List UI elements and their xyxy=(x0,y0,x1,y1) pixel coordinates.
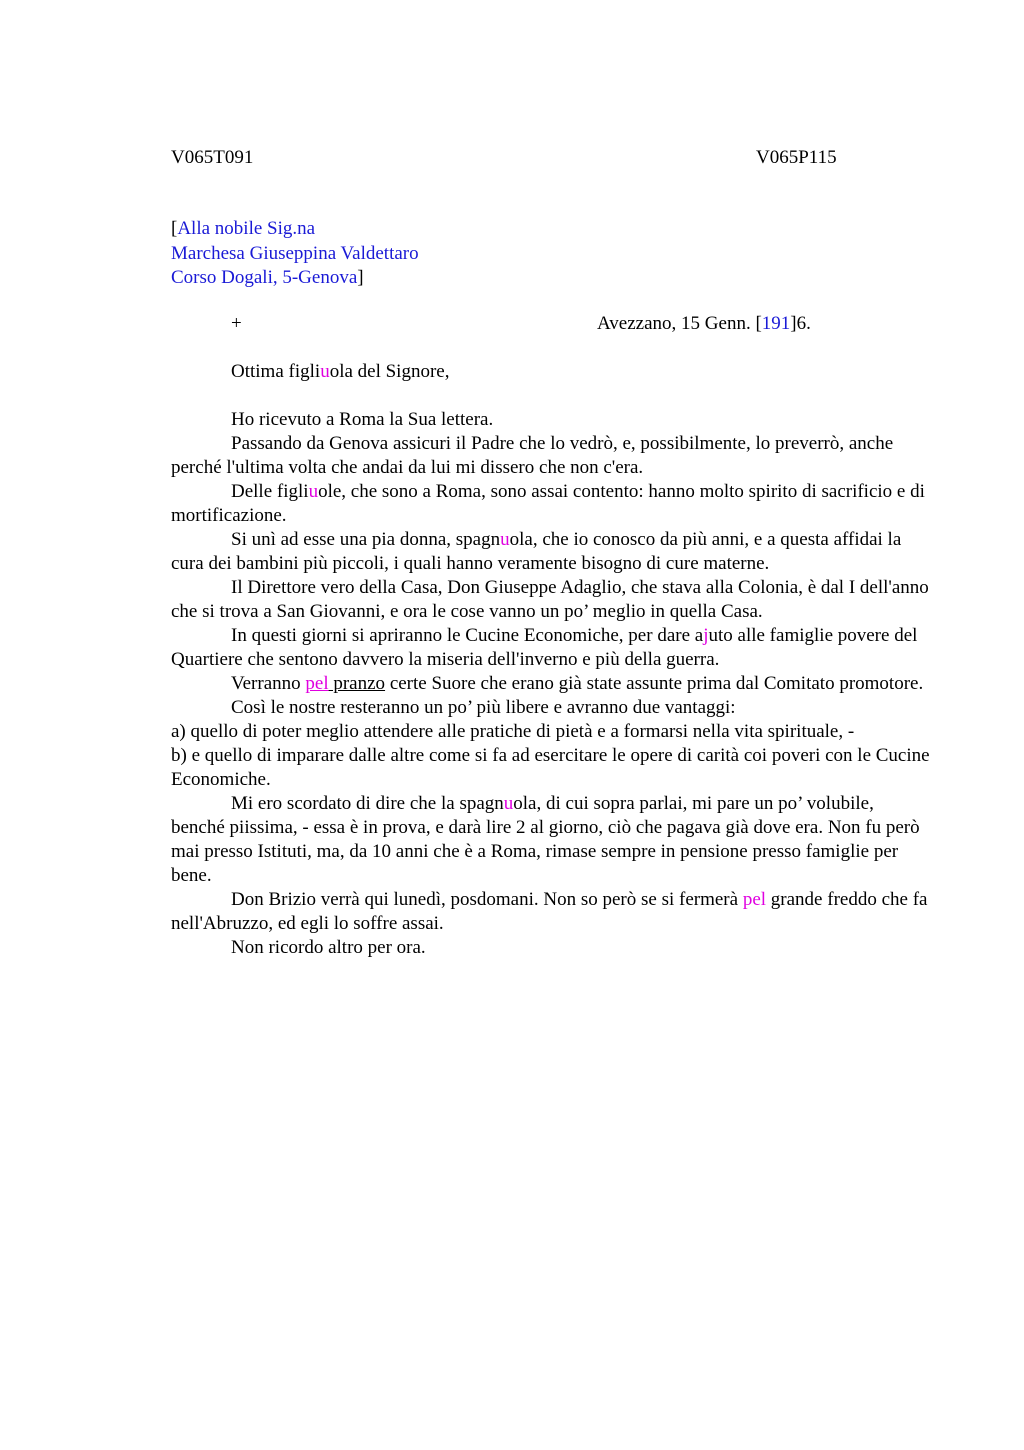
cross-symbol: + xyxy=(231,313,242,334)
paragraph-2: Passando da Genova assicuri il Padre che lo vedrò, e, possibilmente, lo preverrò, anche perché l'ultima volta che andai da lui mi dissero che non c'era. xyxy=(171,433,894,478)
paragraph-13: Non ricordo altro per ora. xyxy=(231,937,426,958)
p11-pre: Mi ero scordato di dire che la spagn xyxy=(231,793,504,814)
p12-mark: pel xyxy=(742,889,767,910)
salutation xyxy=(231,361,449,383)
salutation-pre: Ottima figli xyxy=(231,361,321,382)
letter-body xyxy=(171,408,931,960)
p4-post: ola, che io conosco da più anni, e a questa affidai la cura dei bambini più piccoli, i quali hanno veramente bisogno di cure materne. xyxy=(171,529,902,574)
paragraph-4 xyxy=(171,528,931,576)
p7-pre: Verranno xyxy=(231,673,306,694)
p4-mark: u xyxy=(500,529,510,550)
document-ref-right: V065P115 xyxy=(756,147,837,168)
address-recipient: Alla nobile Sig.na xyxy=(177,218,316,239)
paragraph-9: a) quello di poter meglio attendere alle pratiche di pietà e a formarsi nella vita spirituale, - xyxy=(171,721,855,742)
p7-under: pranzo xyxy=(328,673,386,694)
p6-post: uto alle famiglie povere del Quartiere che sentono davvero la miseria dell'inverno e più della guerra. xyxy=(171,625,918,670)
salutation-post: ola del Signore, xyxy=(329,361,450,382)
p6-mark: j xyxy=(703,625,709,646)
document-ref-left: V065T091 xyxy=(171,147,254,168)
paragraph-6 xyxy=(171,624,931,672)
address-street: Corso Dogali, 5-Genova xyxy=(171,267,358,288)
p7-post: certe Suore che erano già state assunte prima dal Comitato promotore. xyxy=(385,673,924,694)
paragraph-5: Il Direttore vero della Casa, Don Giuseppe Adaglio, che stava alla Colonia, è dal I dell'anno che si trova a San Giovanni, e ora le cose vanno un po’ meglio in quella Casa. xyxy=(171,577,929,622)
p11-post: ola, di cui sopra parlai, mi pare un po’ volubile, benché piissima, - essa è in prova, e darà lire 2 al giorno, ciò che pagava già dove era. Non fu però mai presso Istituti, ma, da 10 anni che è a Roma, rimase sempre in pensione presso famiglie per bene. xyxy=(171,793,920,886)
address-line-1 xyxy=(171,217,419,242)
paragraph-12 xyxy=(171,888,931,936)
paragraph-8: Così le nostre resteranno un po’ più libere e avranno due vantaggi: xyxy=(231,697,736,718)
paragraph-10: b) e quello di imparare dalle altre come si fa ad esercitare le opere di carità coi poveri con le Cucine Economiche. xyxy=(171,745,930,790)
p12-pre: Don Brizio verrà qui lunedì, posdomani. Non so però se si fermerà xyxy=(231,889,743,910)
p3-post: ole, che sono a Roma, sono assai contento: hanno molto spirito di sacrificio e di mortificazione. xyxy=(171,481,925,526)
open-bracket: [ xyxy=(171,218,178,239)
dateline-pre: Avezzano, 15 Genn. [ xyxy=(597,313,762,334)
p12-post: grande freddo che fa nell'Abruzzo, ed egli lo soffre assai. xyxy=(171,889,928,934)
close-bracket: ] xyxy=(357,267,364,288)
address-block xyxy=(171,217,419,291)
p3-pre: Delle figli xyxy=(231,481,309,502)
paragraph-11 xyxy=(171,792,931,888)
p6-pre: In questi giorni si apriranno le Cucine Economiche, per dare a xyxy=(231,625,704,646)
paragraph-1: Ho ricevuto a Roma la Sua lettera. xyxy=(231,409,494,430)
dateline xyxy=(597,313,811,335)
p11-mark: u xyxy=(503,793,514,814)
dateline-post: ]6. xyxy=(790,313,811,334)
address-line-2: Marchesa Giuseppina Valdettaro xyxy=(171,242,419,264)
salutation-mark: u xyxy=(320,361,330,382)
paragraph-3 xyxy=(171,480,931,528)
p3-mark: u xyxy=(308,481,319,502)
p4-pre: Si unì ad esse una pia donna, spagn xyxy=(231,529,501,550)
p7-mark: pel xyxy=(305,673,329,694)
paragraph-7 xyxy=(171,672,931,696)
address-line-3 xyxy=(171,266,419,291)
dateline-year-insert: 191 xyxy=(761,313,791,334)
